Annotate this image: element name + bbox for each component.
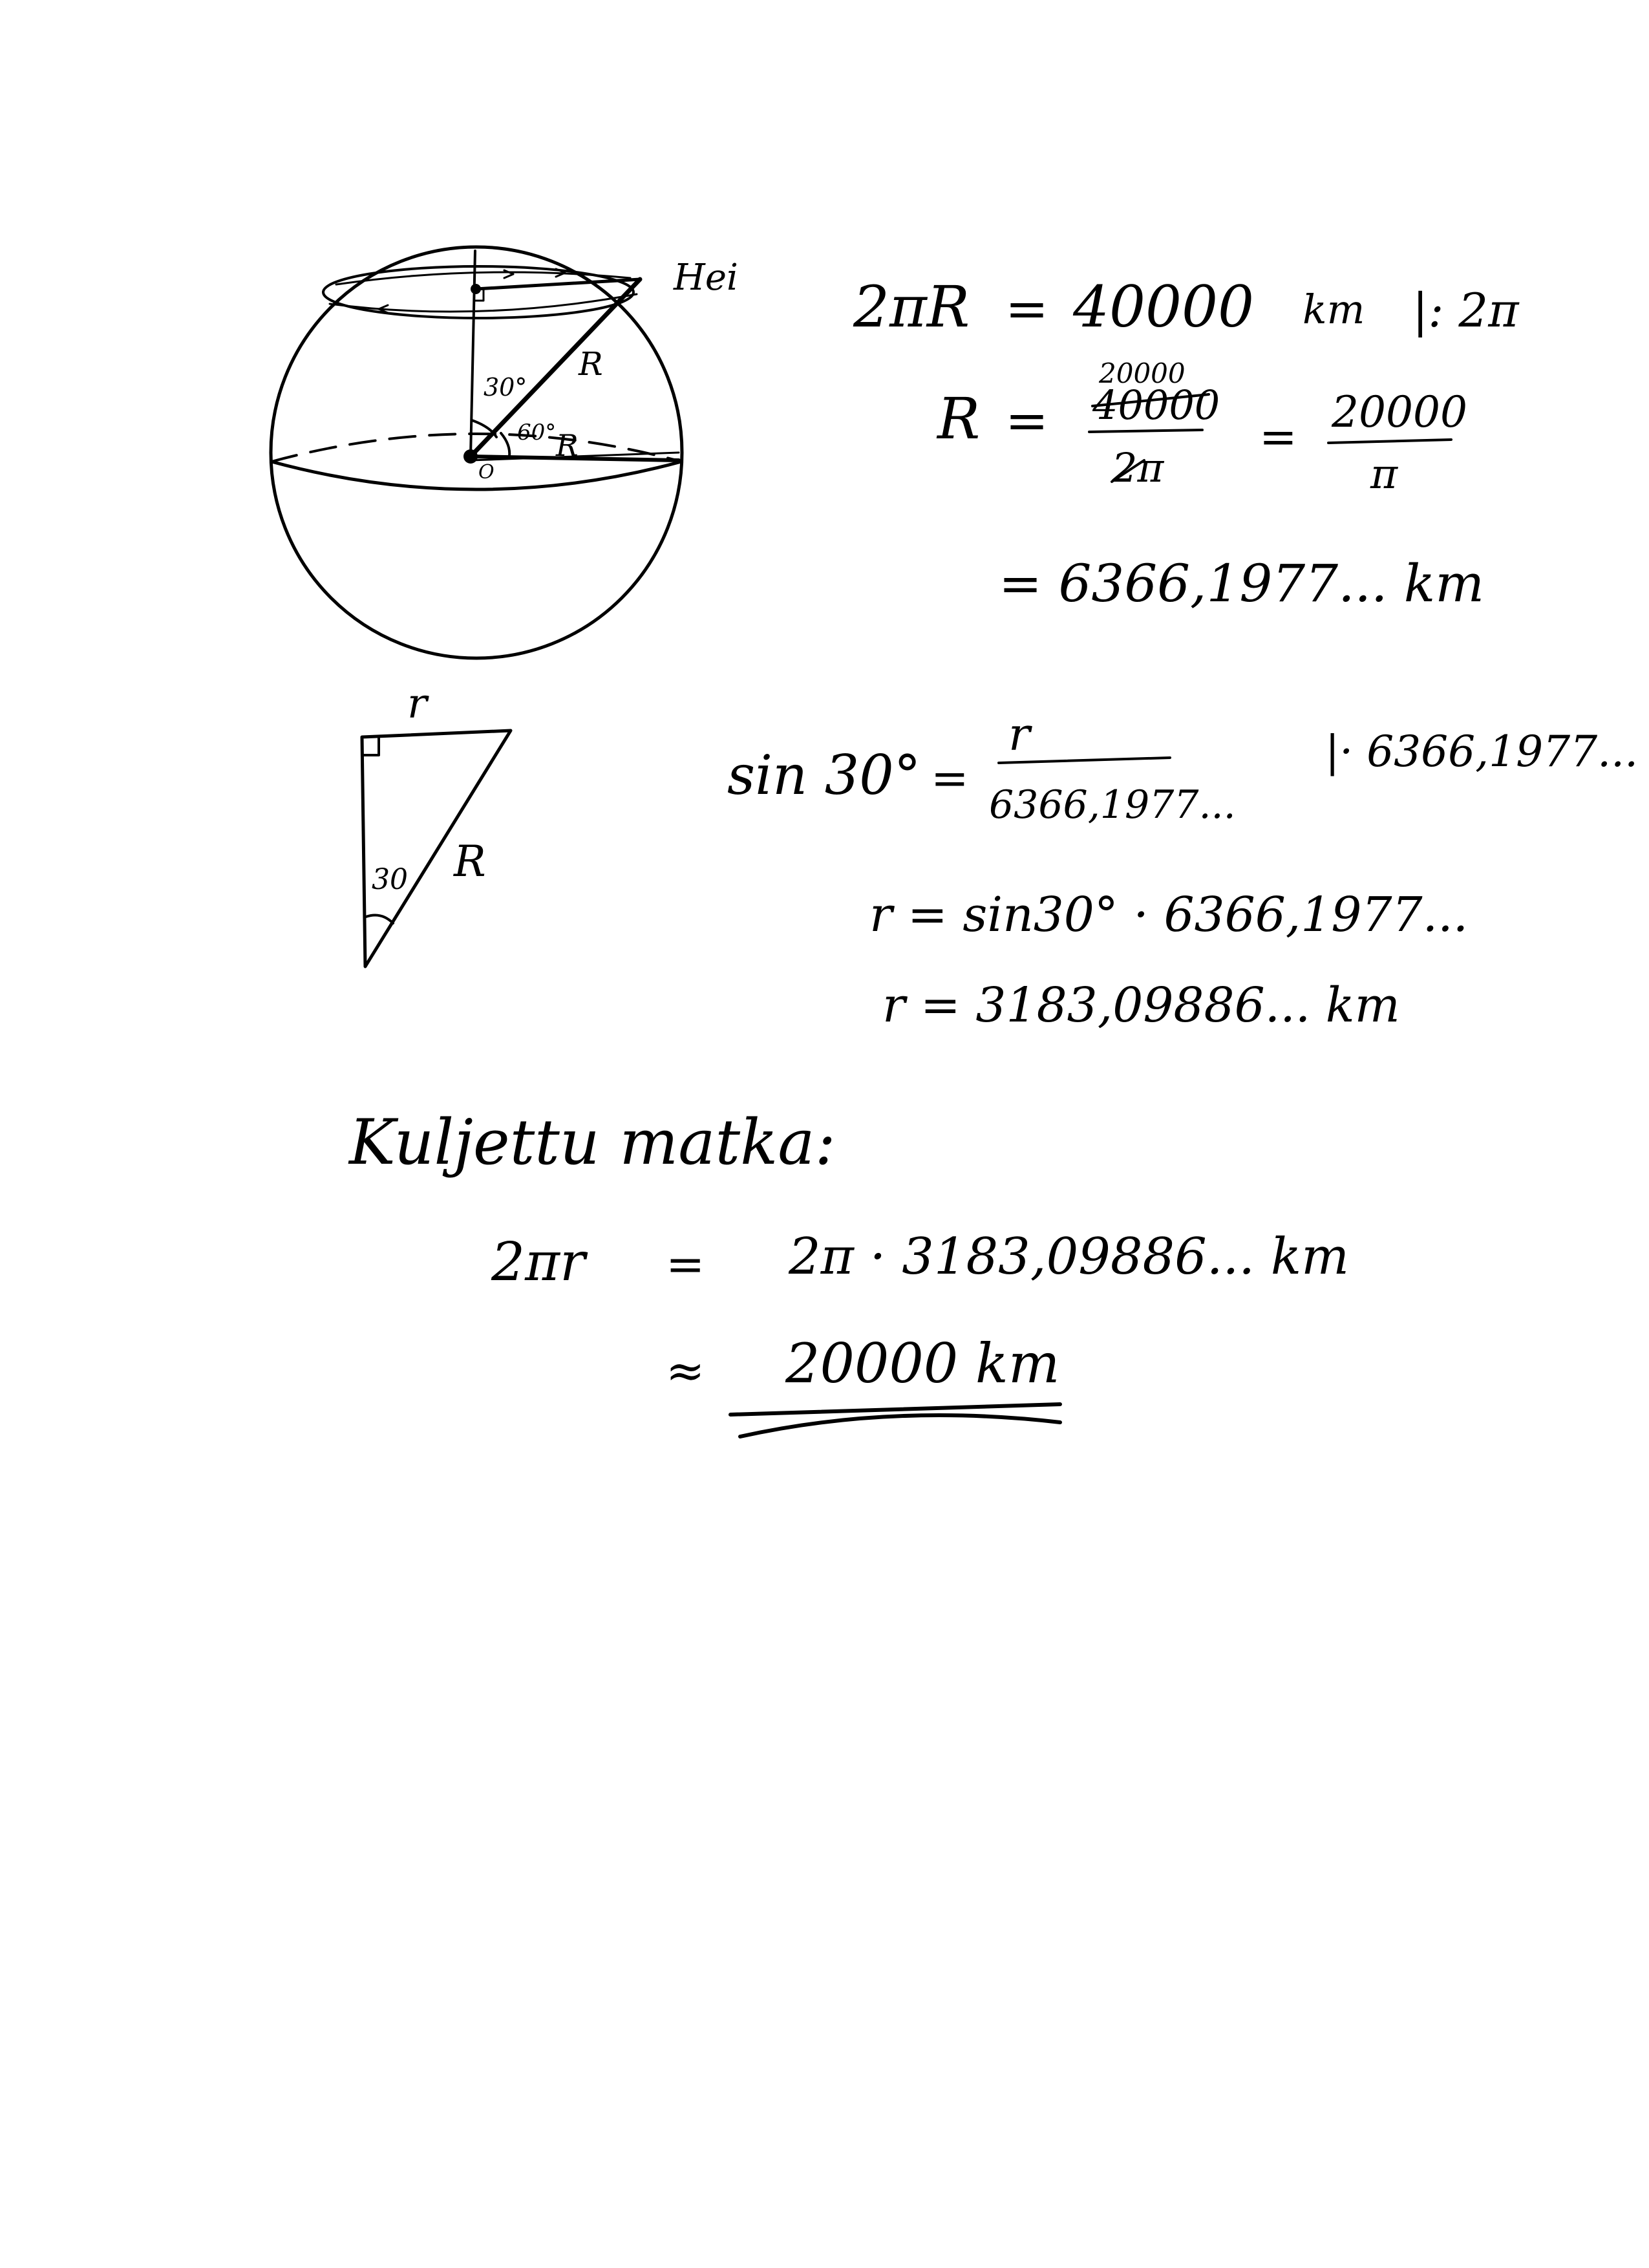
eq2-denominator-2: π bbox=[1370, 451, 1398, 498]
eq3-result: = 6366,1977... km bbox=[999, 553, 1485, 614]
right-angle-mark bbox=[362, 738, 379, 755]
vertical-axis bbox=[471, 251, 475, 456]
answer-underline-2 bbox=[740, 1415, 1060, 1437]
slant-radius-label: R bbox=[579, 345, 603, 383]
eq1-operation: |: 2π bbox=[1412, 283, 1519, 337]
eq2-equals-2: = bbox=[1259, 411, 1297, 464]
answer-value: 20000 km bbox=[785, 1332, 1060, 1395]
eq4-denominator: 6366,1977... bbox=[989, 782, 1236, 828]
latitude-radius bbox=[476, 279, 640, 289]
equation-circumference bbox=[853, 273, 1520, 340]
triangle-angle-label: 30 bbox=[372, 863, 408, 896]
eq2-denominator: 2π bbox=[1112, 444, 1164, 491]
eq4-operation: |· 6366,1977... bbox=[1325, 727, 1639, 776]
eq1-rhs: 40000 bbox=[1073, 273, 1254, 340]
eq1-equals: = bbox=[1005, 279, 1049, 339]
eq4-lhs: sin 30° bbox=[727, 744, 921, 807]
center-label: O bbox=[478, 461, 495, 484]
equation-sine bbox=[727, 708, 1638, 828]
angle-arc-60 bbox=[501, 433, 509, 456]
angle-arc bbox=[366, 915, 393, 923]
heading-distance: Kuljettu matka: bbox=[349, 1106, 836, 1179]
eq1-unit: km bbox=[1303, 286, 1365, 333]
eq1-lhs: 2πR bbox=[853, 273, 970, 340]
eq2-numerator-2: 20000 bbox=[1332, 387, 1467, 437]
triangle-diagram bbox=[362, 680, 511, 967]
eq2-equals: = bbox=[1005, 390, 1049, 451]
eq7-rhs: 2π · 3183,09886... km bbox=[789, 1228, 1350, 1286]
point-label: Hei bbox=[674, 257, 738, 299]
angle-label-60: 60° bbox=[517, 420, 557, 445]
eq4-equals: = bbox=[931, 752, 969, 805]
center-dot bbox=[463, 449, 478, 464]
eq4-numerator: r bbox=[1008, 708, 1030, 761]
equator-radius-label: R bbox=[556, 428, 579, 463]
eq2-lhs: R bbox=[937, 385, 981, 452]
equation-distance bbox=[491, 1228, 1349, 1293]
angle-label-30: 30° bbox=[484, 373, 527, 401]
triangle-top-label: r bbox=[407, 680, 427, 728]
triangle-hyp-label: R bbox=[454, 837, 486, 886]
equation-radius bbox=[936, 358, 1467, 498]
equator-front bbox=[271, 462, 681, 489]
eq2-numerator: 40000 bbox=[1092, 381, 1220, 429]
eq6: r = 3183,09886... km bbox=[882, 978, 1400, 1033]
right-triangle bbox=[362, 731, 511, 967]
eq7-lhs: 2πr bbox=[491, 1232, 586, 1293]
eq2-fraction-bar-2 bbox=[1328, 440, 1451, 443]
eq5: r = sin30° · 6366,1977... bbox=[869, 887, 1469, 943]
sphere-diagram bbox=[271, 247, 738, 658]
eq7-equals: = bbox=[666, 1237, 705, 1291]
answer-underline bbox=[730, 1404, 1060, 1415]
eq2-fraction-bar bbox=[1089, 430, 1202, 432]
latitude-center-dot bbox=[471, 284, 481, 294]
final-answer bbox=[666, 1332, 1060, 1437]
eq2-cancel-result: 20000 bbox=[1099, 358, 1186, 389]
answer-approx: ≈ bbox=[666, 1343, 705, 1398]
